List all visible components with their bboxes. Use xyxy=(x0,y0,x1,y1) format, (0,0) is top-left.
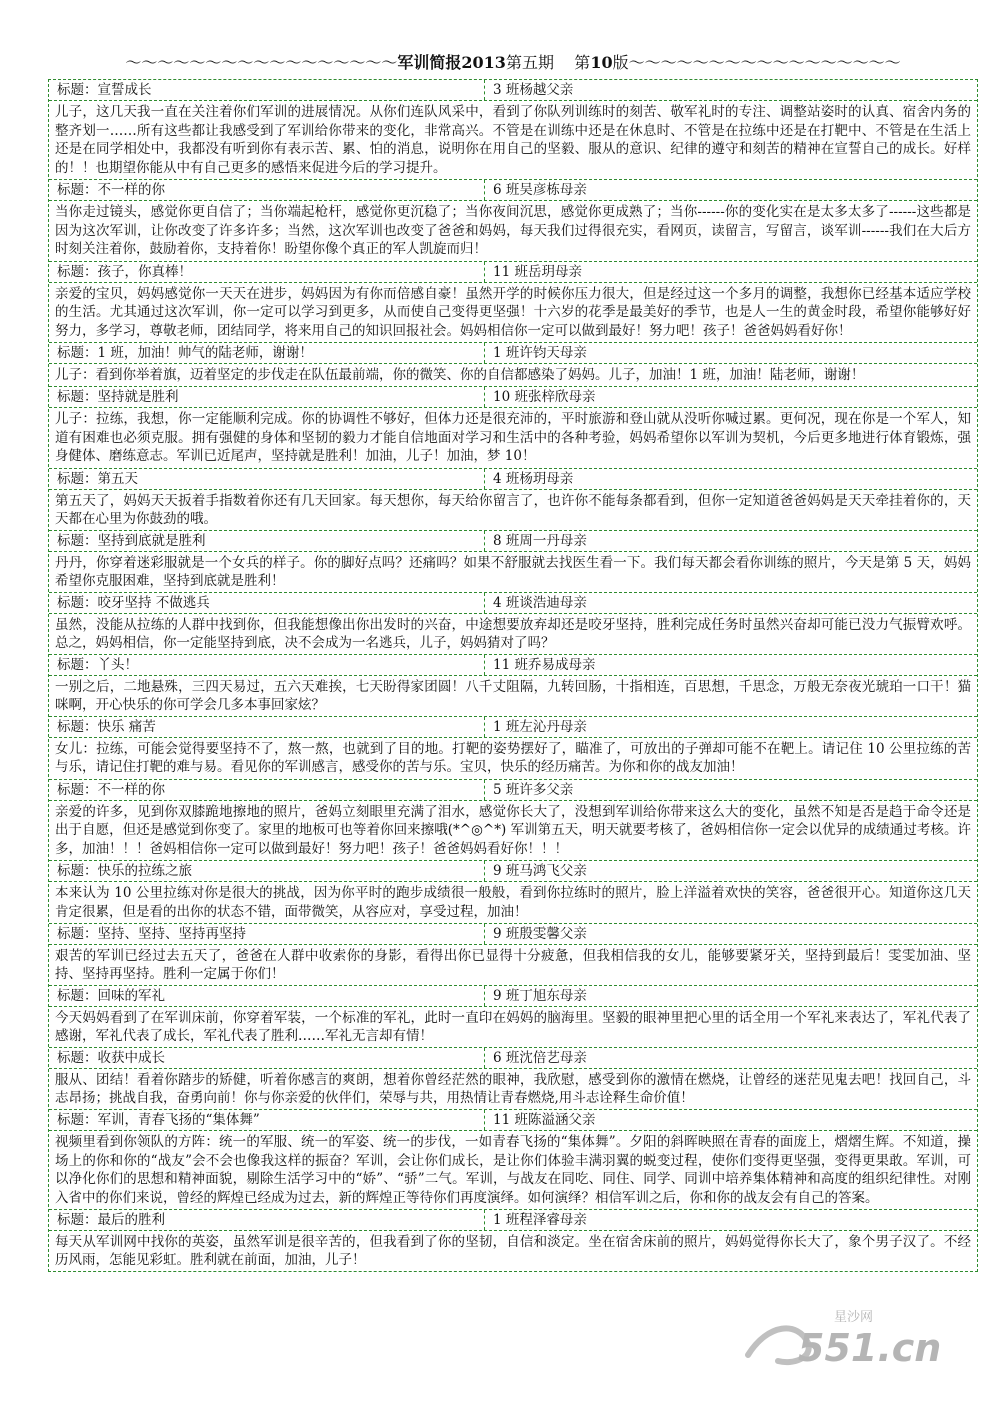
entry-author: 1 班许钧天母亲 xyxy=(493,345,587,361)
entry-title-row xyxy=(49,343,977,364)
entry-author: 4 班谈浩迪母亲 xyxy=(493,594,587,611)
site-watermark-logo xyxy=(738,1303,968,1373)
page-suffix: 版 xyxy=(612,53,629,72)
messages-table xyxy=(48,79,978,1272)
message-entry xyxy=(49,593,977,655)
entry-author: 3 班杨越父亲 xyxy=(493,82,574,98)
header-tildes-left: ～～～～～～～～～～～～～～～～～ xyxy=(125,53,398,72)
message-entry xyxy=(49,861,977,924)
entry-title: 标题：孩子，你真棒！ xyxy=(49,262,485,282)
newsletter-year: 2013 xyxy=(461,53,506,72)
entry-title: 标题：收获中成长 xyxy=(49,1048,485,1068)
entry-text: 虽然，没能从拉练的人群中找到你，但我能想像出你出发时的兴奋，中途想要放弃却还是咬牙坚持，胜利完成任务时虽然兴奋却可能已没力气振臂欢呼。总之，妈妈相信，你一定能坚持到底，决不会成为一名逃兵，儿子，妈妈猜对了吗？ xyxy=(49,614,977,655)
message-entry xyxy=(49,80,977,180)
entry-title-row xyxy=(49,469,977,490)
entry-title: 标题：最后的胜利 xyxy=(49,1210,485,1230)
page-label: 第 xyxy=(574,53,591,72)
entry-author: 9 班马鸿飞父亲 xyxy=(493,863,587,879)
entry-text: 当你走过镜头，感觉你更自信了；当你端起枪杆，感觉你更沉稳了；当你夜间沉思，感觉你更成熟了；当你------你的变化实在是太多太多了------这些都是因为这次军训，让你改变了许多许多；当然，这次军训也改变了爸爸和妈妈，每天我们过得很充实，看网页，读留言，写留言，谈军训------我们在大后方时刻关注着你，鼓励着你，支持着你！盼望你像个真正的军人凯旋而归！ xyxy=(49,201,977,262)
entry-author: 10 班张梓欣母亲 xyxy=(493,389,596,405)
entry-author: 11 班乔易成母亲 xyxy=(493,656,596,673)
entry-title-row xyxy=(49,924,977,945)
entry-author: 1 班左沁丹母亲 xyxy=(493,718,587,735)
entry-author: 11 班陈溢涵父亲 xyxy=(493,1112,596,1128)
message-entry xyxy=(49,1210,977,1271)
entry-author: 9 班殷雯馨父亲 xyxy=(493,926,587,942)
entry-title-row xyxy=(49,387,977,408)
entry-author: 4 班杨玥母亲 xyxy=(493,470,574,487)
entry-text: 每天从军训网中找你的英姿，虽然军训是很辛苦的，但我看到了你的坚韧，自信和淡定。坐在宿舍床前的照片，妈妈觉得你长大了，象个男子汉了。不经历风雨，怎能见彩虹。胜利就在前面，加油，儿子！ xyxy=(55,1234,971,1268)
entry-author: 8 班周一丹母亲 xyxy=(493,532,587,549)
entry-author: 5 班许多父亲 xyxy=(493,781,574,798)
entry-text: 今天妈妈看到了在军训床前，你穿着军装，一个标准的军礼，此时一直印在妈妈的脑海里。坚毅的眼神里把心里的话全用一个军礼来表达了，军礼代表了感谢，军礼代表了成长，军礼代表了胜利……军礼无言却有情！ xyxy=(49,1007,977,1048)
message-entry xyxy=(49,655,977,717)
entry-text: 亲爱的宝贝，妈妈感觉你一天天在进步，妈妈因为有你而倍感自豪！虽然开学的时候你压力很大，但是经过这一个多月的调整，我想你已经基本适应学校的生活。尤其通过这次军训，你一定可以学习到更多，从而使自己变得更坚强！十六岁的花季是最美好的季节，也是人一生的黄金时段，希望你能够好好努力，多学习，尊敬老师，团结同学，将来用自己的知识回报社会。妈妈相信你一定可以做到最好！努力吧！孩子！爸爸妈妈看好你！ xyxy=(49,283,977,344)
entry-title: 标题：坚持到底就是胜利 xyxy=(49,531,485,551)
page-number: 10 xyxy=(590,53,613,72)
entry-text: 亲爱的许多，见到你双膝跪地擦地的照片，爸妈立刻眼里充满了泪水，感觉你长大了，没想到军训给你带来这么大的变化，虽然不知是否是趋于命令还是出于自愿，但还是感觉到你变了。家里的地板可也等着你回来擦哦(*^◎^*) 军训第五天，明天就要考核了，爸妈相信你一定会以优异的成绩通过考核。许多，加油！！！爸妈相信你一定可以做到最好！努力吧！孩子！爸爸妈妈看好你！！！ xyxy=(49,801,977,862)
entry-title: 标题：不一样的你 xyxy=(49,780,485,800)
message-entry xyxy=(49,780,977,862)
entry-title: 标题：快乐的拉练之旅 xyxy=(49,861,485,881)
watermark-cn-label: 星沙网 xyxy=(834,1310,874,1325)
message-entry xyxy=(49,717,977,780)
message-entry xyxy=(49,343,977,387)
entry-title-row xyxy=(49,780,977,801)
entry-text: 儿子：拉练，我想，你一定能顺利完成。你的协调性不够好，但体力还是很充沛的，平时旅游和登山就从没听你喊过累。更何况，现在你是一个军人，知道有困难也必须克服。拥有强健的身体和坚韧的毅力才能自信地面对学习和生活中的各种考验，妈妈希望你以军训为契机，今后更多地进行体育锻炼，强身健体、磨练意志。军训已近尾声，坚持就是胜利！加油，儿子！加油，梦 10！ xyxy=(49,408,977,469)
watermark-site-text: 551.cn xyxy=(798,1326,942,1370)
newsletter-issue: 第五期 xyxy=(505,53,554,72)
entry-title-row xyxy=(49,80,977,101)
entry-title-row xyxy=(49,1048,977,1069)
entry-title-row xyxy=(49,655,977,676)
entry-author: 6 班吴彦栋母亲 xyxy=(493,182,587,198)
entry-title: 标题：坚持就是胜利 xyxy=(49,387,485,407)
entry-title: 标题：快乐 痛苦 xyxy=(49,717,485,737)
entry-title-row xyxy=(49,593,977,614)
entry-title: 标题：丫头！ xyxy=(49,655,485,675)
entry-text: 艰苦的军训已经过去五天了，爸爸在人群中收索你的身影，看得出你已显得十分疲惫，但我相信我的女儿，能够要紧牙关，坚持到最后！雯雯加油、坚持、坚持再坚持。胜利一定属于你们！ xyxy=(49,945,977,986)
entry-text: 本来认为 10 公里拉练对你是很大的挑战，因为你平时的跑步成绩很一般般，看到你拉练时的照片，脸上洋溢着欢快的笑容，爸爸很开心。知道你这几天肯定很累，但是看的出你的状态不错，面带微笑，从容应对，享受过程，加油！ xyxy=(49,882,977,924)
entry-title-row xyxy=(49,1210,977,1231)
entry-title-row xyxy=(49,717,977,738)
newsletter-title: 军训简报 xyxy=(397,53,462,72)
message-entry xyxy=(49,469,977,531)
message-entry xyxy=(49,924,977,986)
entry-title: 标题：咬牙坚持 不做逃兵 xyxy=(49,593,485,613)
entry-title: 标题：宣誓成长 xyxy=(49,80,485,100)
page-header xyxy=(48,52,978,74)
entry-text: 丹丹，你穿着迷彩服就是一个女兵的样子。你的脚好点吗？还痛吗？如果不舒服就去找医生看一下。我们每天都会看你训练的照片，今天是第 5 天，妈妈希望你克服困难，坚持到底就是胜利！ xyxy=(49,552,977,593)
entry-text: 儿子：看到你举着旗，迈着坚定的步伐走在队伍最前端，你的微笑、你的自信都感染了妈妈。儿子，加油！1 班，加油！陆老师，谢谢！ xyxy=(49,364,977,387)
entry-author: 1 班程泽睿母亲 xyxy=(493,1212,587,1228)
entry-title: 标题：回味的军礼 xyxy=(49,986,485,1006)
message-entry xyxy=(49,262,977,344)
entry-title: 标题：1 班，加油！帅气的陆老师，谢谢！ xyxy=(49,343,485,363)
entry-title-row xyxy=(49,1110,977,1131)
entry-text: 女儿：拉练，可能会觉得要坚持不了，熬一熬，也就到了目的地。打靶的姿势摆好了，瞄准了，可放出的子弹却可能不在靶上。请记住 10 公里拉练的苦与乐，请记住打靶的难与易。看见你的军训感言，感受你的苦与乐。宝贝，快乐的经历痛苦。为你和你的战友加油！ xyxy=(49,738,977,780)
entry-author: 11 班岳玥母亲 xyxy=(493,263,582,280)
entry-title: 标题：不一样的你 xyxy=(49,180,485,200)
message-entry xyxy=(49,531,977,593)
entry-title: 标题：第五天 xyxy=(49,469,485,489)
entry-title-row xyxy=(49,531,977,552)
entry-text: 一别之后，二地悬殊，三四天易过，五六天难挨，七天盼得家团圆！八千丈阻隔，九转回肠，十指相连，百思想，千思念，万般无奈夜光琥珀一口干！猫咪啊，开心快乐的你可学会几多本事回家炫？ xyxy=(49,676,977,717)
message-entry xyxy=(49,180,977,262)
entry-title-row xyxy=(49,861,977,882)
message-entry xyxy=(49,1048,977,1110)
header-tildes-right: ～～～～～～～～～～～～～～～～～ xyxy=(628,53,901,72)
entry-title: 标题：军训，青春飞扬的“集体舞” xyxy=(49,1110,485,1130)
entry-text: 第五天了，妈妈天天扳着手指数着你还有几天回家。每天想你，每天给你留言了，也许你不能每条都看到，但你一定知道爸爸妈妈是天天牵挂着你的，天天都在心里为你鼓劲的哦。 xyxy=(49,490,977,531)
entry-title: 标题：坚持、坚持、坚持再坚持 xyxy=(49,924,485,944)
entry-title-row xyxy=(49,262,977,283)
entry-author: 9 班丁旭东母亲 xyxy=(493,988,587,1004)
entry-author: 6 班沈倍艺母亲 xyxy=(493,1050,587,1066)
entry-title-row xyxy=(49,986,977,1007)
message-entry xyxy=(49,1110,977,1210)
entry-text: 服从、团结！看着你踏步的矫健，听着你感言的爽朗，想着你曾经茫然的眼神，我欣慰，感受到你的激情在燃烧，让曾经的迷茫见鬼去吧！找回自己，斗志昂扬；挑战自我，奋勇向前！你与你亲爱的伙伴们，荣辱与共，用热情让青春燃烧,用斗志诠释生命价值！ xyxy=(49,1069,977,1110)
entry-text: 视频里看到你领队的方阵：统一的军服、统一的军姿、统一的步伐，一如青春飞扬的“集体舞”。夕阳的斜晖映照在青春的面庞上，熠熠生辉。不知道，操场上的你和你的“战友”会不会也像我这样的振奋？军训，会让你们成长，是让你们体验丰满羽翼的蜕变过程，使你们变得更坚强，变得更果敢。军训，可以净化你们的思想和精神面貌，剔除生活学习中的“娇”、“骄”二气。军训，与战友在同吃、同住、同学、同训中培养集体精神和高度的组织纪律性。对刚入省中的你们来说，曾经的辉煌已经成为过去，新的辉煌正等待你们再度演绎。如何演绎？相信军训之后，你和你的战友会有自己的答案。 xyxy=(49,1131,977,1210)
message-entry xyxy=(49,387,977,469)
entry-title-row xyxy=(49,180,977,201)
message-entry xyxy=(49,986,977,1048)
entry-text: 儿子，这几天我一直在关注着你们军训的进展情况。从你们连队风采中，看到了你队列训练时的刻苦、敬军礼时的专注、调整站姿时的认真、宿舍内务的整齐划一……所有这些都让我感受到了军训给你带来的变化，非常高兴。不管是在训练中还是在休息时、不管是在拉练中还是在打靶中、不管是在生活上还是在同学相处中，我都没有听到你有表示苦、累、怕的消息，说明你在用自己的坚毅、服从的意识、纪律的遵守和刻苦的精神在宣誓自己的成长。好样的！！也期望你能从中有自己更多的感悟来促进今后的学习提升。 xyxy=(49,101,977,180)
